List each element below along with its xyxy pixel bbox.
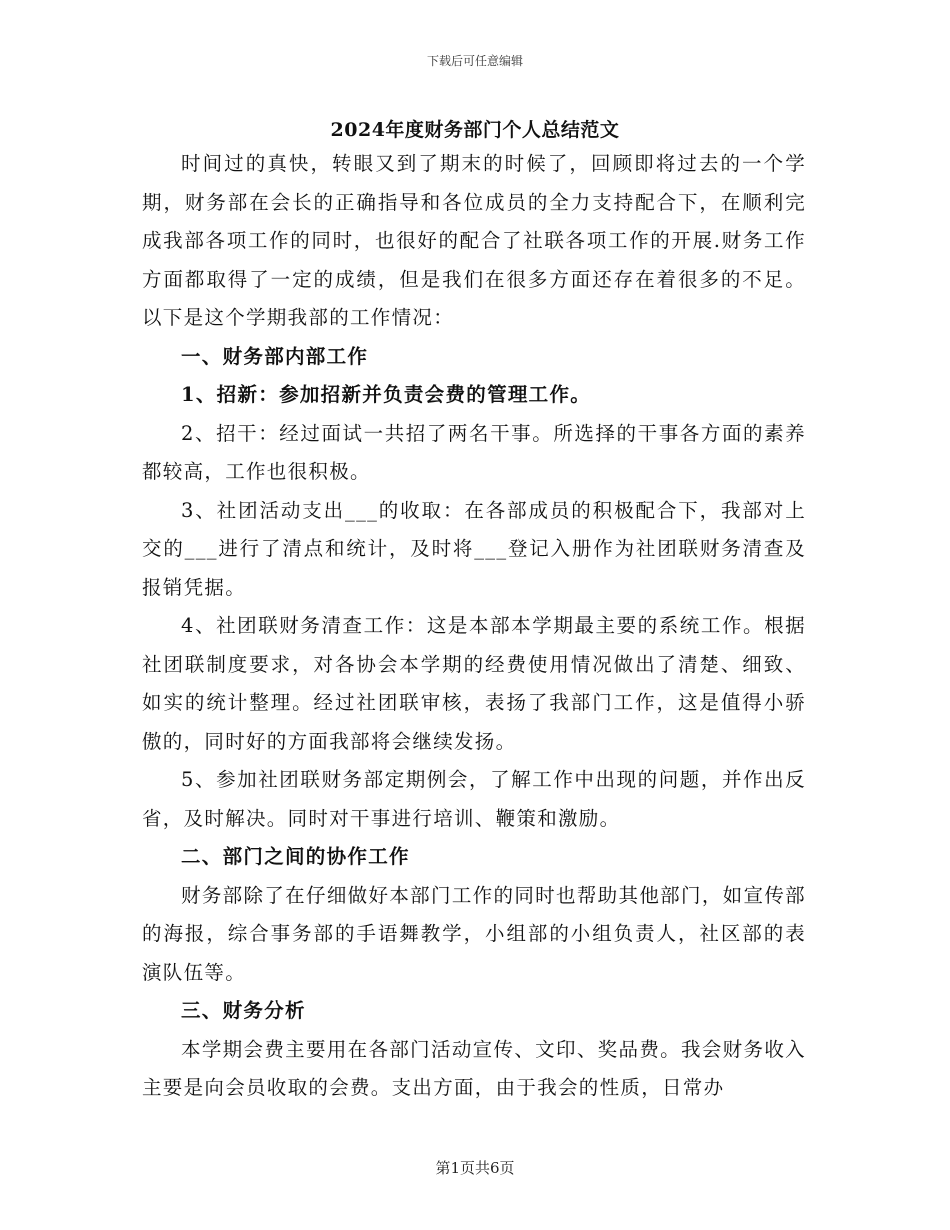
section-heading-financial-analysis: 三、财务分析 [181, 999, 306, 1022]
paragraph-expense-collection: 3、社团活动支出___的收取：在各部成员的积极配合下，我部对上交的___进行了清点和统计，及时将___登记入册作为社团联财务清查及报销凭据。 [142, 498, 806, 599]
paragraph-staff-hiring: 2、招干：经过面试一共招了两名干事。所选择的干事各方面的素养都较高，工作也很积极。 [142, 421, 806, 483]
section-heading-cooperation: 二、部门之间的协作工作 [181, 845, 410, 868]
section-heading-internal-work: 一、财务部内部工作 [181, 344, 369, 368]
page-header-note: 下载后可任意编辑 [426, 54, 523, 68]
paragraph-intro: 时间过的真快，转眼又到了期末的时候了，回顾即将过去的一个学期，财务部在会长的正确指导和各位成员的全力支持配合下，在顺利完成我部各项工作的同时，也很好的配合了社联各项工作的开展.财务工作方面都取得了一定的成绩，但是我们在很多方面还存在着很多的不足。以下是这个学期我部的工作情况： [142, 152, 806, 329]
paragraph-cooperation: 财务部除了在仔细做好本部门工作的同时也帮助其他部门，如宣传部的海报，综合事务部的手语舞教学，小组部的小组负责人，社区部的表演队伍等。 [142, 883, 806, 984]
document-body [142, 145, 806, 1108]
paragraph-financial-audit: 4、社团联财务清查工作：这是本部本学期最主要的系统工作。根据社团联制度要求，对各协会本学期的经费使用情况做出了清楚、细致、如实的统计整理。经过社团联审核，表扬了我部门工作，这是值得小骄傲的，同时好的方面我部将会继续发扬。 [142, 614, 806, 753]
paragraph-financial-analysis: 本学期会费主要用在各部门活动宣传、文印、奖品费。我会财务收入主要是向会员收取的会费。支出方面，由于我会的性质，日常办 [142, 1037, 806, 1099]
document-title: 2024年度财务部门个人总结范文 [330, 119, 620, 141]
paragraph-recruitment: 1、招新：参加招新并负责会费的管理工作。 [181, 383, 592, 406]
paragraph-regular-meetings: 5、参加社团联财务部定期例会，了解工作中出现的问题，并作出反省，及时解决。同时对干事进行培训、鞭策和激励。 [142, 768, 806, 830]
page-number: 第1页共6页 [435, 1159, 515, 1177]
